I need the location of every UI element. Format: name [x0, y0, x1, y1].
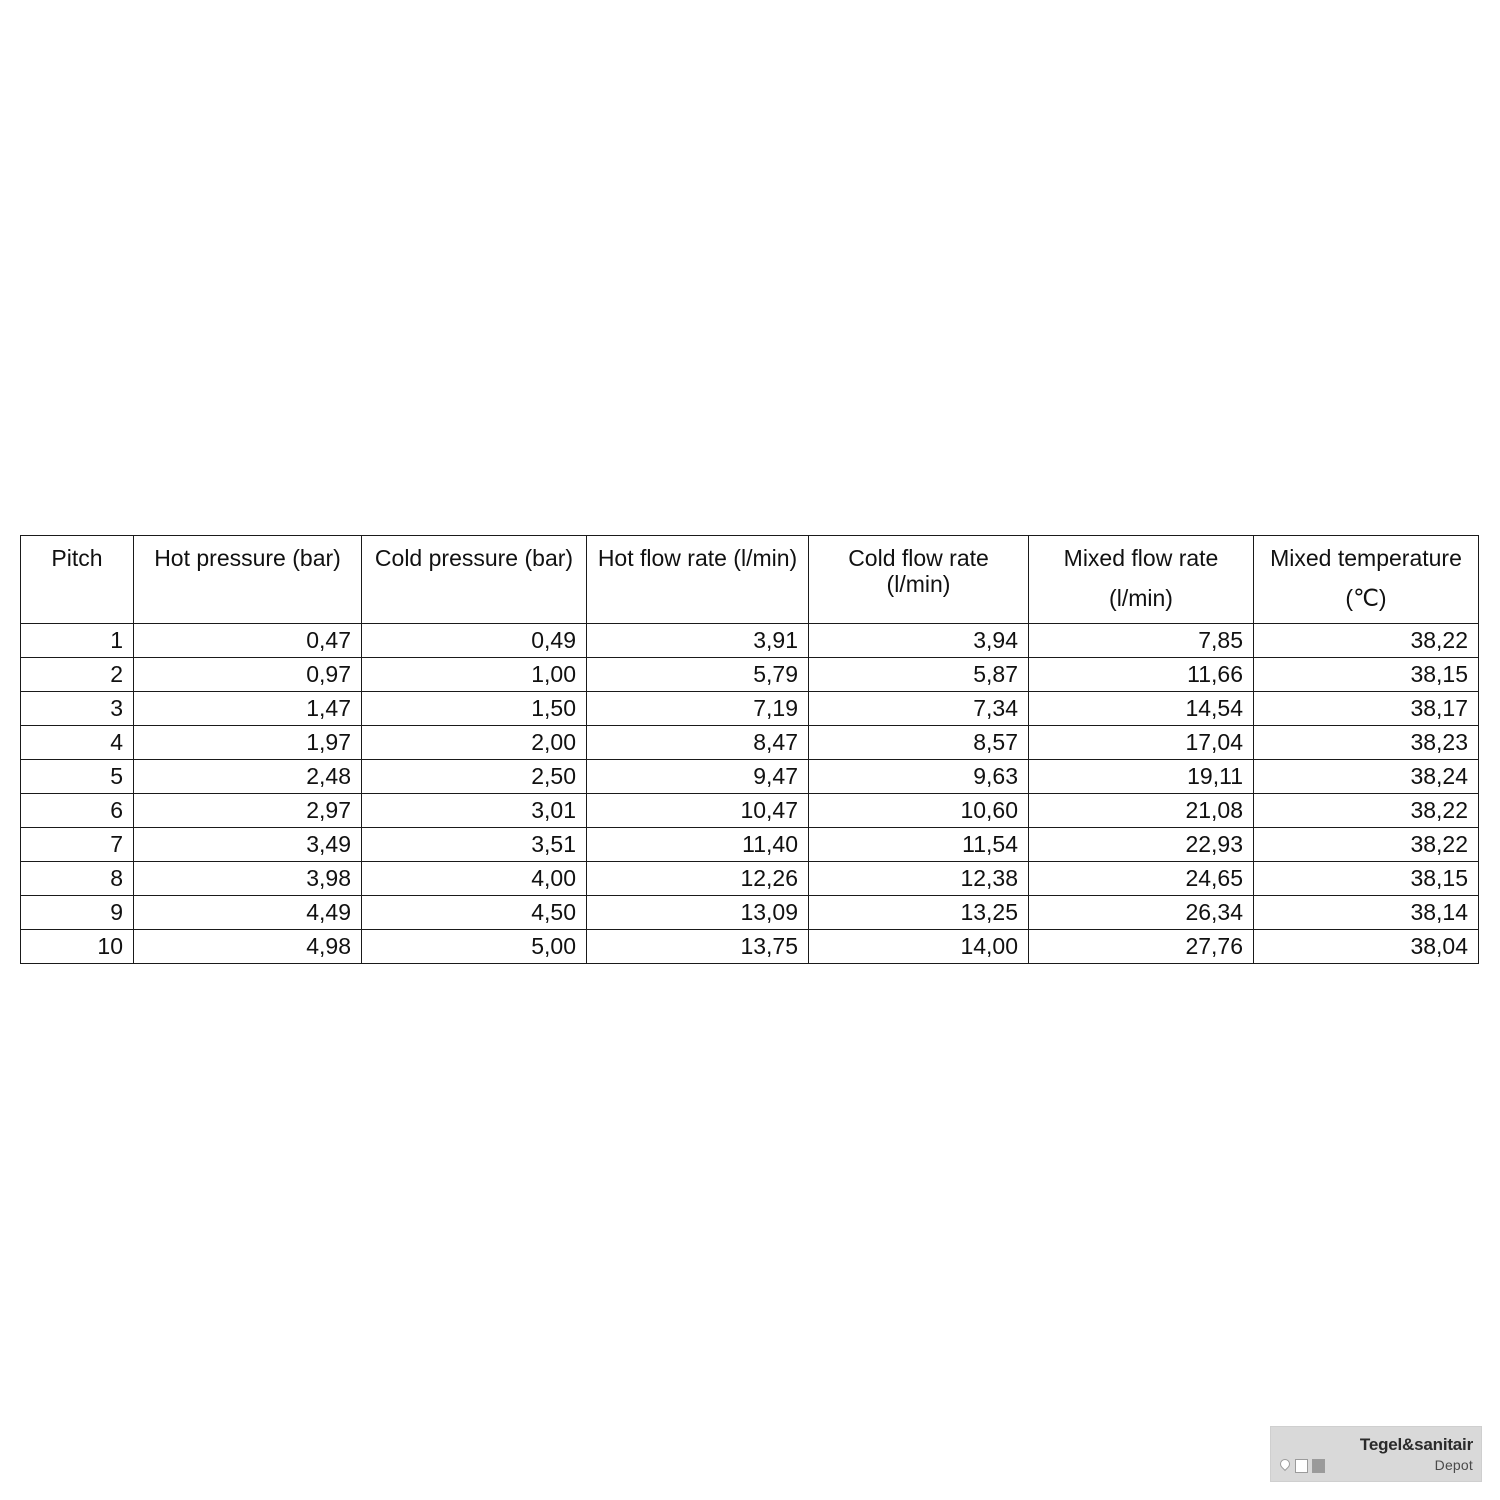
cell-cold-pressure: 2,00 [362, 726, 587, 760]
cell-hot-flow-rate: 10,47 [587, 794, 809, 828]
cell-cold-flow-rate: 14,00 [809, 930, 1029, 964]
column-header-cold-pressure-line1: Cold pressure (bar) [374, 545, 574, 571]
cell-hot-pressure: 2,48 [134, 760, 362, 794]
cell-mixed-flow-rate: 19,11 [1029, 760, 1254, 794]
cell-pitch: 8 [21, 862, 134, 896]
water-drop-icon [1279, 1457, 1291, 1473]
column-header-mixed-temperature [1254, 536, 1479, 624]
column-header-mixed-flow-rate-line2: (l/min) [1109, 585, 1173, 612]
cell-mixed-temperature: 38,22 [1254, 624, 1479, 658]
cell-cold-pressure: 3,01 [362, 794, 587, 828]
cell-mixed-flow-rate: 22,93 [1029, 828, 1254, 862]
cell-pitch: 7 [21, 828, 134, 862]
cell-cold-flow-rate: 12,38 [809, 862, 1029, 896]
cell-mixed-flow-rate: 26,34 [1029, 896, 1254, 930]
cell-hot-pressure: 2,97 [134, 794, 362, 828]
cell-pitch: 4 [21, 726, 134, 760]
cell-pitch: 9 [21, 896, 134, 930]
cell-mixed-temperature: 38,15 [1254, 658, 1479, 692]
table-row [21, 930, 1479, 964]
cell-cold-flow-rate: 5,87 [809, 658, 1029, 692]
cell-hot-pressure: 0,47 [134, 624, 362, 658]
cell-cold-flow-rate: 11,54 [809, 828, 1029, 862]
cell-cold-pressure: 4,00 [362, 862, 587, 896]
table-row [21, 862, 1479, 896]
cell-cold-flow-rate: 9,63 [809, 760, 1029, 794]
cell-mixed-temperature: 38,24 [1254, 760, 1479, 794]
table-row [21, 624, 1479, 658]
cell-mixed-flow-rate: 21,08 [1029, 794, 1254, 828]
cell-hot-flow-rate: 13,75 [587, 930, 809, 964]
cell-hot-flow-rate: 5,79 [587, 658, 809, 692]
performance-table [20, 535, 1479, 964]
cell-mixed-flow-rate: 14,54 [1029, 692, 1254, 726]
cell-hot-pressure: 3,49 [134, 828, 362, 862]
column-header-pitch [21, 536, 134, 624]
watermark-depot-label: Depot [1434, 1456, 1473, 1473]
watermark-brand-name: Tegel&sanitair [1359, 1434, 1473, 1454]
cell-cold-pressure: 3,51 [362, 828, 587, 862]
table-body [21, 624, 1479, 964]
cell-mixed-temperature: 38,22 [1254, 828, 1479, 862]
cell-mixed-flow-rate: 17,04 [1029, 726, 1254, 760]
column-header-mixed-flow-rate [1029, 536, 1254, 624]
table-header-row [21, 536, 1479, 624]
cell-hot-flow-rate: 13,09 [587, 896, 809, 930]
cell-mixed-temperature: 38,15 [1254, 862, 1479, 896]
cell-cold-flow-rate: 7,34 [809, 692, 1029, 726]
cell-pitch: 3 [21, 692, 134, 726]
table-row [21, 896, 1479, 930]
performance-table-container [20, 535, 1478, 964]
cell-mixed-temperature: 38,22 [1254, 794, 1479, 828]
cell-cold-flow-rate: 10,60 [809, 794, 1029, 828]
table-row [21, 828, 1479, 862]
table-row [21, 692, 1479, 726]
cell-pitch: 6 [21, 794, 134, 828]
table-row [21, 760, 1479, 794]
column-header-mixed-flow-rate-line1: Mixed flow rate [1063, 545, 1219, 571]
column-header-mixed-temperature-line1: Mixed temperature [1270, 545, 1462, 571]
cell-mixed-temperature: 38,14 [1254, 896, 1479, 930]
cell-cold-pressure: 2,50 [362, 760, 587, 794]
column-header-hot-pressure [134, 536, 362, 624]
cell-cold-pressure: 1,00 [362, 658, 587, 692]
column-header-pitch-line1: Pitch [51, 545, 103, 571]
cell-mixed-temperature: 38,17 [1254, 692, 1479, 726]
cell-cold-pressure: 0,49 [362, 624, 587, 658]
cell-mixed-flow-rate: 11,66 [1029, 658, 1254, 692]
table-header [21, 536, 1479, 624]
cell-hot-flow-rate: 9,47 [587, 760, 809, 794]
tile-square-icon [1295, 1459, 1308, 1473]
cell-pitch: 10 [21, 930, 134, 964]
cell-cold-pressure: 4,50 [362, 896, 587, 930]
cell-hot-flow-rate: 8,47 [587, 726, 809, 760]
cell-pitch: 5 [21, 760, 134, 794]
cell-hot-pressure: 4,49 [134, 896, 362, 930]
table-row [21, 658, 1479, 692]
cell-hot-flow-rate: 7,19 [587, 692, 809, 726]
column-header-mixed-temperature-line2: (℃) [1345, 585, 1387, 612]
watermark-icon-group [1279, 1457, 1325, 1473]
column-header-cold-pressure [362, 536, 587, 624]
cell-hot-pressure: 1,47 [134, 692, 362, 726]
cell-pitch: 1 [21, 624, 134, 658]
cell-hot-flow-rate: 3,91 [587, 624, 809, 658]
cell-hot-pressure: 1,97 [134, 726, 362, 760]
cell-pitch: 2 [21, 658, 134, 692]
column-header-hot-flow-rate-line1: Hot flow rate (l/min) [597, 545, 798, 571]
column-header-hot-pressure-line1: Hot pressure (bar) [154, 545, 341, 571]
column-header-hot-flow-rate [587, 536, 809, 624]
cell-hot-flow-rate: 12,26 [587, 862, 809, 896]
cell-cold-flow-rate: 8,57 [809, 726, 1029, 760]
watermark-logo [1270, 1426, 1482, 1482]
table-row [21, 726, 1479, 760]
cell-cold-flow-rate: 13,25 [809, 896, 1029, 930]
cell-cold-flow-rate: 3,94 [809, 624, 1029, 658]
cell-hot-pressure: 3,98 [134, 862, 362, 896]
cell-cold-pressure: 1,50 [362, 692, 587, 726]
cell-mixed-flow-rate: 24,65 [1029, 862, 1254, 896]
cell-mixed-temperature: 38,23 [1254, 726, 1479, 760]
cell-cold-pressure: 5,00 [362, 930, 587, 964]
cell-hot-pressure: 4,98 [134, 930, 362, 964]
cell-mixed-flow-rate: 27,76 [1029, 930, 1254, 964]
watermark-bottom-row [1279, 1457, 1473, 1473]
tile-square-icon [1312, 1459, 1325, 1473]
column-header-cold-flow-rate-line1: Cold flow rate (l/min) [848, 545, 989, 598]
column-header-cold-flow-rate [809, 536, 1029, 624]
table-row [21, 794, 1479, 828]
cell-hot-flow-rate: 11,40 [587, 828, 809, 862]
cell-mixed-flow-rate: 7,85 [1029, 624, 1254, 658]
cell-hot-pressure: 0,97 [134, 658, 362, 692]
cell-mixed-temperature: 38,04 [1254, 930, 1479, 964]
